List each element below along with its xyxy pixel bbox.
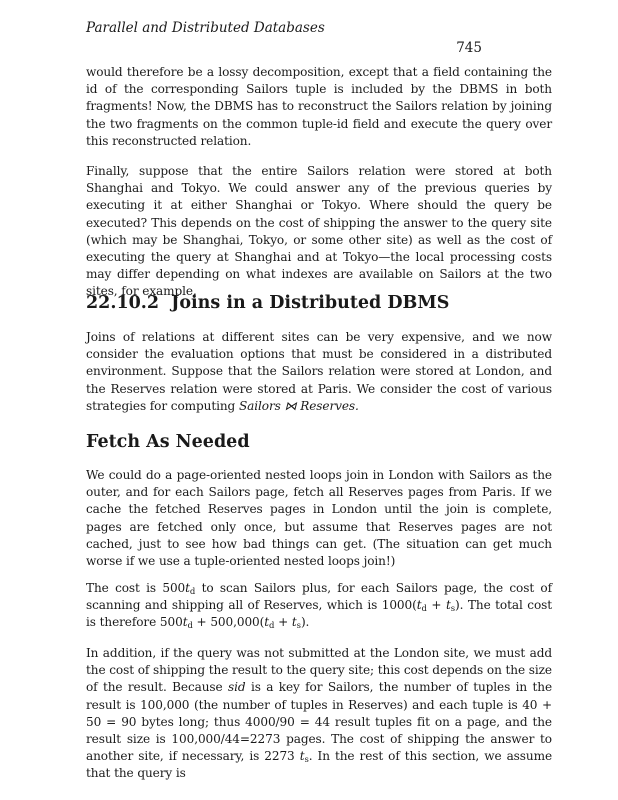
paragraph-cost xyxy=(86,580,552,632)
paragraph-fetch-as-needed xyxy=(86,467,552,570)
section-heading xyxy=(86,293,449,313)
paragraph-text: We could do a page-oriented nested loops join in London with Sailors as the outer, and for each Sailors page, fetch all Reserves pages from Paris. If we cache the fetched Reserves pages in London until the join is complete, pages are fetched only once, but assume that Reserves pages are not cached, just to see how bad things can get. (The situation can get much worse if we use a tuple-oriented nested loops join!) xyxy=(86,468,552,569)
running-head xyxy=(86,20,550,56)
paragraph-text: would therefore be a lossy decomposition, except that a field containing the id of the corresponding Sailors tuple is included by the DBMS in both fragments! Now, the DBMS has to reconstruct the Sailors relation by joining the two fragments on the common tuple-id field and execute the query over this reconstructed relation. xyxy=(86,65,552,148)
section-title: Joins in a Distributed DBMS xyxy=(171,293,450,313)
subsection-heading: Fetch As Needed xyxy=(86,432,250,452)
result-shipping-paragraph: In addition, if the query was not submitted at the London site, we must add the cost of shipping the result to the query site; this cost depends on the size of the result. Because sid is a key for Sailors, the number of tuples in the result is 100,000 (the number of tuples in Reserves) and each tuple is 40 + 50 = 90 bytes long; thus 4000/90 = 44 result tuples fit on a page, and the result size is 100,000/44=2273 pages. The cost of shipping the answer to another site, if necessary, is 2273 $t_s$. In the rest of this section, we assume that the query is xyxy=(86,646,553,781)
paragraph-text: Finally, suppose that the entire Sailors relation were stored at both Shanghai and Tokyo. We could answer any of the previous queries by executing it at either Shanghai or Tokyo. Where should the query be executed? This depends on the cost of shipping the answer to the query site (which may be Shanghai, Tokyo, or some other site) as well as the cost of executing the query at Shanghai and at Tokyo—the local processing costs may differ depending on what indexes are available on Sailors at the two sites, for example. xyxy=(86,164,552,299)
paragraph-replication xyxy=(86,163,552,301)
paragraph-result-shipping xyxy=(86,645,552,783)
paragraph-lossy-decomposition xyxy=(86,64,552,150)
cost-formula-paragraph: The cost is $500t_d$ to scan Sailors plus, for each Sailors page, the cost of scanning and shipping all of Reserves, which is $1000(t_d + t_s)$. The total cost is therefore $500t_d + 500,000(t_d + t_s)$. xyxy=(86,581,552,632)
paragraph-joins-intro xyxy=(86,329,552,415)
page-number: 745 xyxy=(456,40,482,56)
running-title: Parallel and Distributed Databases xyxy=(86,20,325,36)
join-expression: Sailors ⋈ Reserves. xyxy=(238,398,359,413)
section-number: 22.10.2 xyxy=(86,293,160,313)
paragraph-text: Joins of relations at different sites can be very expensive, and we now consider the evaluation options that must be considered in a distributed environment. Suppose that the Sailors relation were stored at London, and the Reserves relation were stored at Paris. We consider the cost of various strategies for computing xyxy=(86,330,552,413)
